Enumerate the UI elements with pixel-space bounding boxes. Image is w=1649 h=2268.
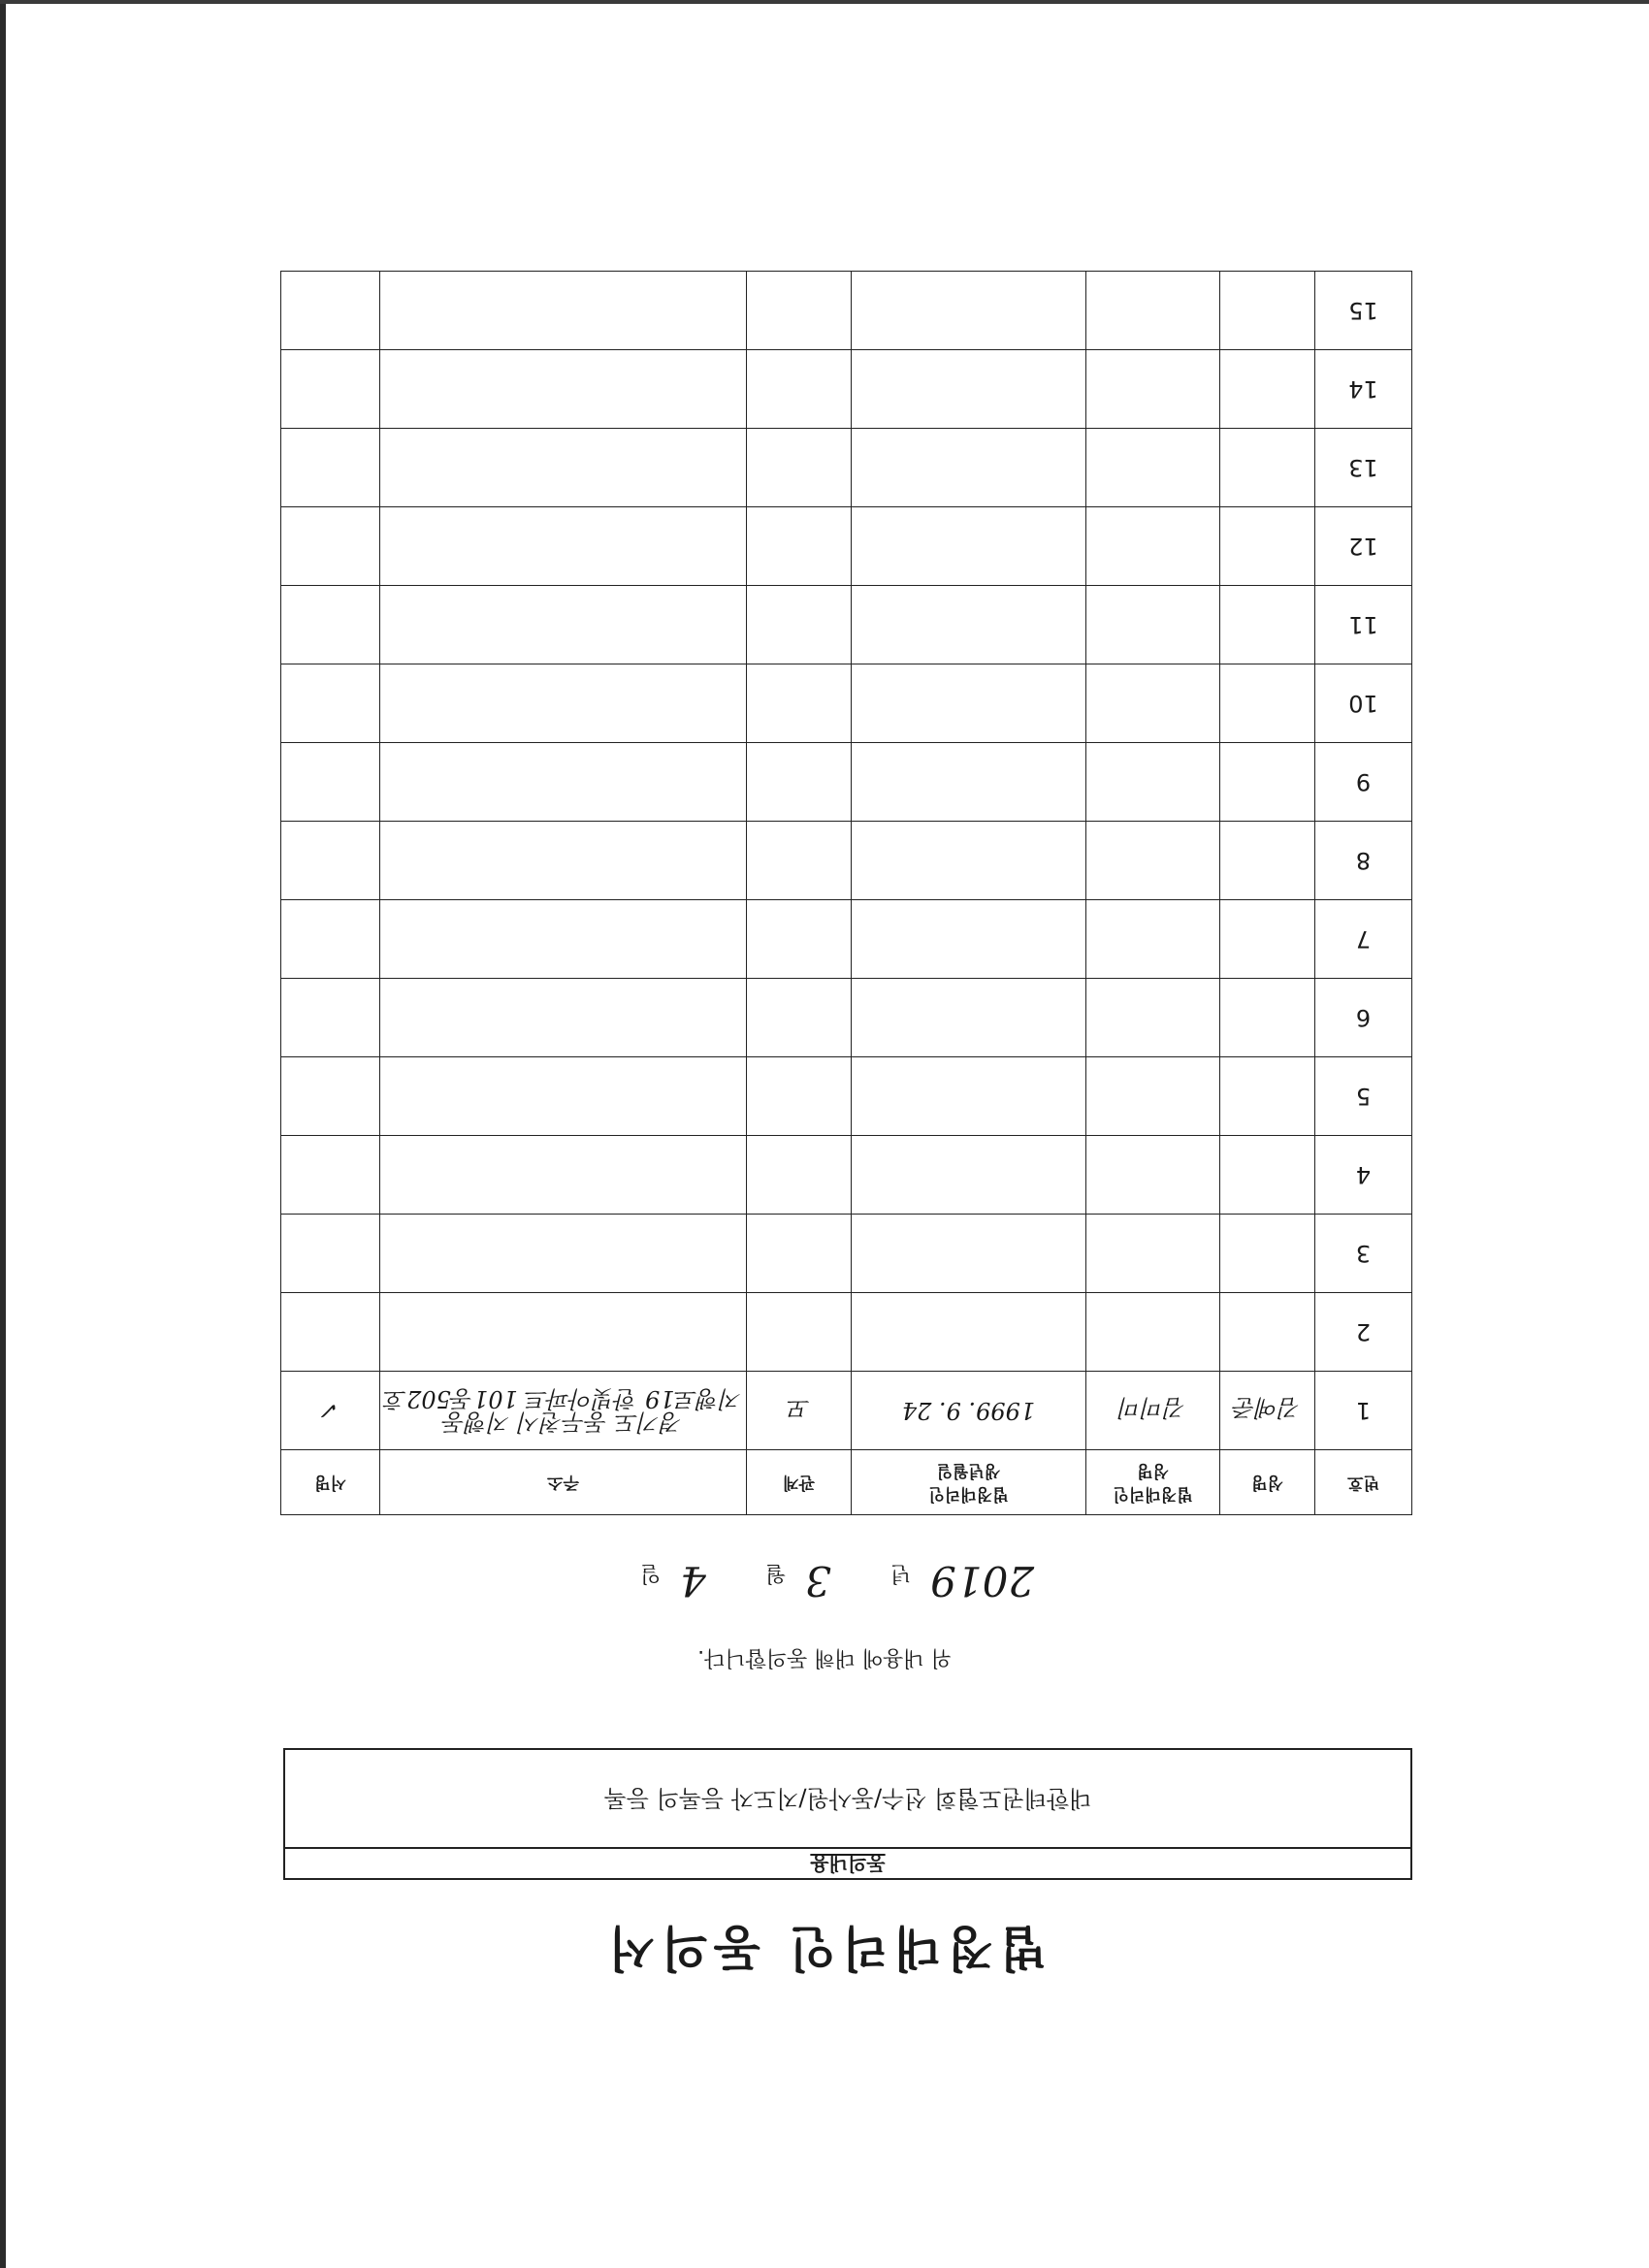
cell-guardian-birth	[852, 900, 1086, 979]
table-row	[281, 743, 1412, 822]
cell-signature	[281, 429, 380, 507]
table-row	[281, 586, 1412, 664]
cell-relation	[747, 429, 852, 507]
table-row	[281, 350, 1412, 429]
header-guardian-birth	[852, 1450, 1086, 1515]
cell-guardian-birth	[852, 822, 1086, 900]
cell-address	[380, 586, 747, 664]
cell-address	[380, 1215, 747, 1293]
cell-signature	[281, 586, 380, 664]
cell-guardian-birth	[852, 1215, 1086, 1293]
cell-guardian-name	[1086, 272, 1220, 350]
cell-relation	[747, 1293, 852, 1372]
cell-signature	[281, 822, 380, 900]
cell-name	[1220, 822, 1315, 900]
table-row	[281, 1057, 1412, 1136]
cell-address	[380, 1057, 747, 1136]
header-guardian-birth-line2: 생년월일	[936, 1461, 1001, 1480]
cell-name: 김예준	[1220, 1372, 1315, 1450]
cell-guardian-birth	[852, 1293, 1086, 1372]
cell-guardian-name	[1086, 1057, 1220, 1136]
cell-guardian-name	[1086, 586, 1220, 664]
cell-relation	[747, 507, 852, 586]
cell-address	[380, 1136, 747, 1215]
cell-name	[1220, 350, 1315, 429]
cell-no: 6	[1315, 979, 1412, 1057]
table-body	[281, 272, 1412, 1450]
table-row	[281, 900, 1412, 979]
cell-guardian-name	[1086, 350, 1220, 429]
cell-relation	[747, 900, 852, 979]
cell-signature	[281, 507, 380, 586]
cell-relation	[747, 350, 852, 429]
date-month-unit: 월	[764, 1561, 787, 1585]
header-no: 번호	[1315, 1450, 1412, 1515]
cell-guardian-name	[1086, 1215, 1220, 1293]
cell-address	[380, 743, 747, 822]
header-name: 성명	[1220, 1450, 1315, 1515]
cell-address	[380, 1372, 747, 1450]
cell-signature	[281, 743, 380, 822]
cell-address	[380, 1293, 747, 1372]
cell-relation	[747, 1057, 852, 1136]
cell-name	[1220, 586, 1315, 664]
table-row	[281, 1372, 1412, 1450]
table-row	[281, 1215, 1412, 1293]
date-year-unit: 년	[889, 1561, 912, 1585]
cell-relation	[747, 1136, 852, 1215]
cell-relation	[747, 979, 852, 1057]
cell-no: 14	[1315, 350, 1412, 429]
cell-guardian-birth	[852, 272, 1086, 350]
cell-address	[380, 350, 747, 429]
cell-address	[380, 272, 747, 350]
cell-relation: 모	[747, 1372, 852, 1450]
cell-no: 5	[1315, 1057, 1412, 1136]
cell-relation	[747, 664, 852, 743]
cell-guardian-birth	[852, 979, 1086, 1057]
cell-guardian-name	[1086, 664, 1220, 743]
agreement-text: 위 내용에 대해 동의합니다.	[697, 1645, 952, 1669]
consent-heading: 동의내용	[285, 1847, 1410, 1878]
cell-name	[1220, 429, 1315, 507]
cell-address	[380, 507, 747, 586]
cell-no: 7	[1315, 900, 1412, 979]
cell-guardian-name	[1086, 1136, 1220, 1215]
cell-guardian-name	[1086, 507, 1220, 586]
table-row	[281, 1293, 1412, 1372]
cell-no: 9	[1315, 743, 1412, 822]
cell-no: 1	[1315, 1372, 1412, 1450]
table-row	[281, 429, 1412, 507]
cell-guardian-name	[1086, 979, 1220, 1057]
header-guardian-birth-line1: 법정대리인	[928, 1484, 1009, 1504]
cell-relation	[747, 1215, 852, 1293]
cell-guardian-birth	[852, 1057, 1086, 1136]
cell-signature	[281, 1057, 380, 1136]
address-line-1: 경기도 동두천시 지행동	[442, 1409, 684, 1436]
cell-name	[1220, 1293, 1315, 1372]
cell-guardian-birth	[852, 586, 1086, 664]
cell-no: 4	[1315, 1136, 1412, 1215]
cell-address	[380, 664, 747, 743]
cell-name	[1220, 900, 1315, 979]
cell-no: 8	[1315, 822, 1412, 900]
table-row	[281, 664, 1412, 743]
cell-name	[1220, 507, 1315, 586]
cell-guardian-name	[1086, 822, 1220, 900]
cell-signature	[281, 272, 380, 350]
address-line-2: 지행로19 한빛아파트 101동502호	[383, 1385, 743, 1412]
cell-guardian-birth	[852, 743, 1086, 822]
cell-relation	[747, 822, 852, 900]
cell-signature	[281, 1215, 380, 1293]
cell-guardian-name	[1086, 429, 1220, 507]
header-address: 주소	[380, 1450, 747, 1515]
document-title: 법정대리인 동의서	[602, 1920, 1047, 1976]
guardian-table	[280, 271, 1412, 1515]
cell-no: 3	[1315, 1215, 1412, 1293]
cell-signature	[281, 900, 380, 979]
cell-address	[380, 822, 747, 900]
header-guardian-name-line2: 성명	[1137, 1461, 1169, 1480]
cell-relation	[747, 586, 852, 664]
cell-name	[1220, 1215, 1315, 1293]
cell-guardian-birth: 1999. 9. 24	[852, 1372, 1086, 1450]
cell-name	[1220, 979, 1315, 1057]
table-row	[281, 507, 1412, 586]
cell-guardian-birth	[852, 1136, 1086, 1215]
cell-name	[1220, 1057, 1315, 1136]
table-header-row	[281, 1450, 1412, 1515]
cell-address	[380, 900, 747, 979]
date-month: 3	[805, 1557, 831, 1604]
consent-body: 대한테권도협회 선수/동사원/지도자 등록의 등록	[603, 1785, 1092, 1812]
cell-no: 2	[1315, 1293, 1412, 1372]
date-day-unit: 일	[639, 1561, 662, 1585]
cell-signature	[281, 664, 380, 743]
cell-name	[1220, 743, 1315, 822]
cell-signature	[281, 1293, 380, 1372]
cell-guardian-birth	[852, 350, 1086, 429]
cell-guardian-name	[1086, 743, 1220, 822]
date-year: 2019	[930, 1557, 1035, 1604]
cell-signature	[281, 350, 380, 429]
cell-no: 12	[1315, 507, 1412, 586]
cell-signature: ✓	[281, 1372, 380, 1450]
header-guardian-name	[1086, 1450, 1220, 1515]
cell-address	[380, 979, 747, 1057]
cell-name	[1220, 1136, 1315, 1215]
date-line	[0, 1557, 1649, 1604]
cell-guardian-name	[1086, 900, 1220, 979]
cell-guardian-birth	[852, 664, 1086, 743]
cell-signature	[281, 1136, 380, 1215]
cell-no: 11	[1315, 586, 1412, 664]
table-row	[281, 979, 1412, 1057]
cell-signature	[281, 979, 380, 1057]
cell-guardian-birth	[852, 429, 1086, 507]
cell-address	[380, 429, 747, 507]
table-row	[281, 272, 1412, 350]
header-relation: 관계	[747, 1450, 852, 1515]
cell-relation	[747, 272, 852, 350]
cell-name	[1220, 664, 1315, 743]
cell-guardian-birth	[852, 507, 1086, 586]
consent-box	[283, 1748, 1412, 1880]
cell-no: 13	[1315, 429, 1412, 507]
header-guardian-name-line1: 법정대리인	[1113, 1484, 1193, 1504]
cell-guardian-name: 김미미	[1086, 1372, 1220, 1450]
cell-name	[1220, 272, 1315, 350]
table-row	[281, 1136, 1412, 1215]
cell-guardian-name	[1086, 1293, 1220, 1372]
cell-no: 15	[1315, 272, 1412, 350]
cell-no: 10	[1315, 664, 1412, 743]
header-signature: 서명	[281, 1450, 380, 1515]
date-day: 4	[680, 1557, 706, 1604]
table-row	[281, 822, 1412, 900]
cell-relation	[747, 743, 852, 822]
